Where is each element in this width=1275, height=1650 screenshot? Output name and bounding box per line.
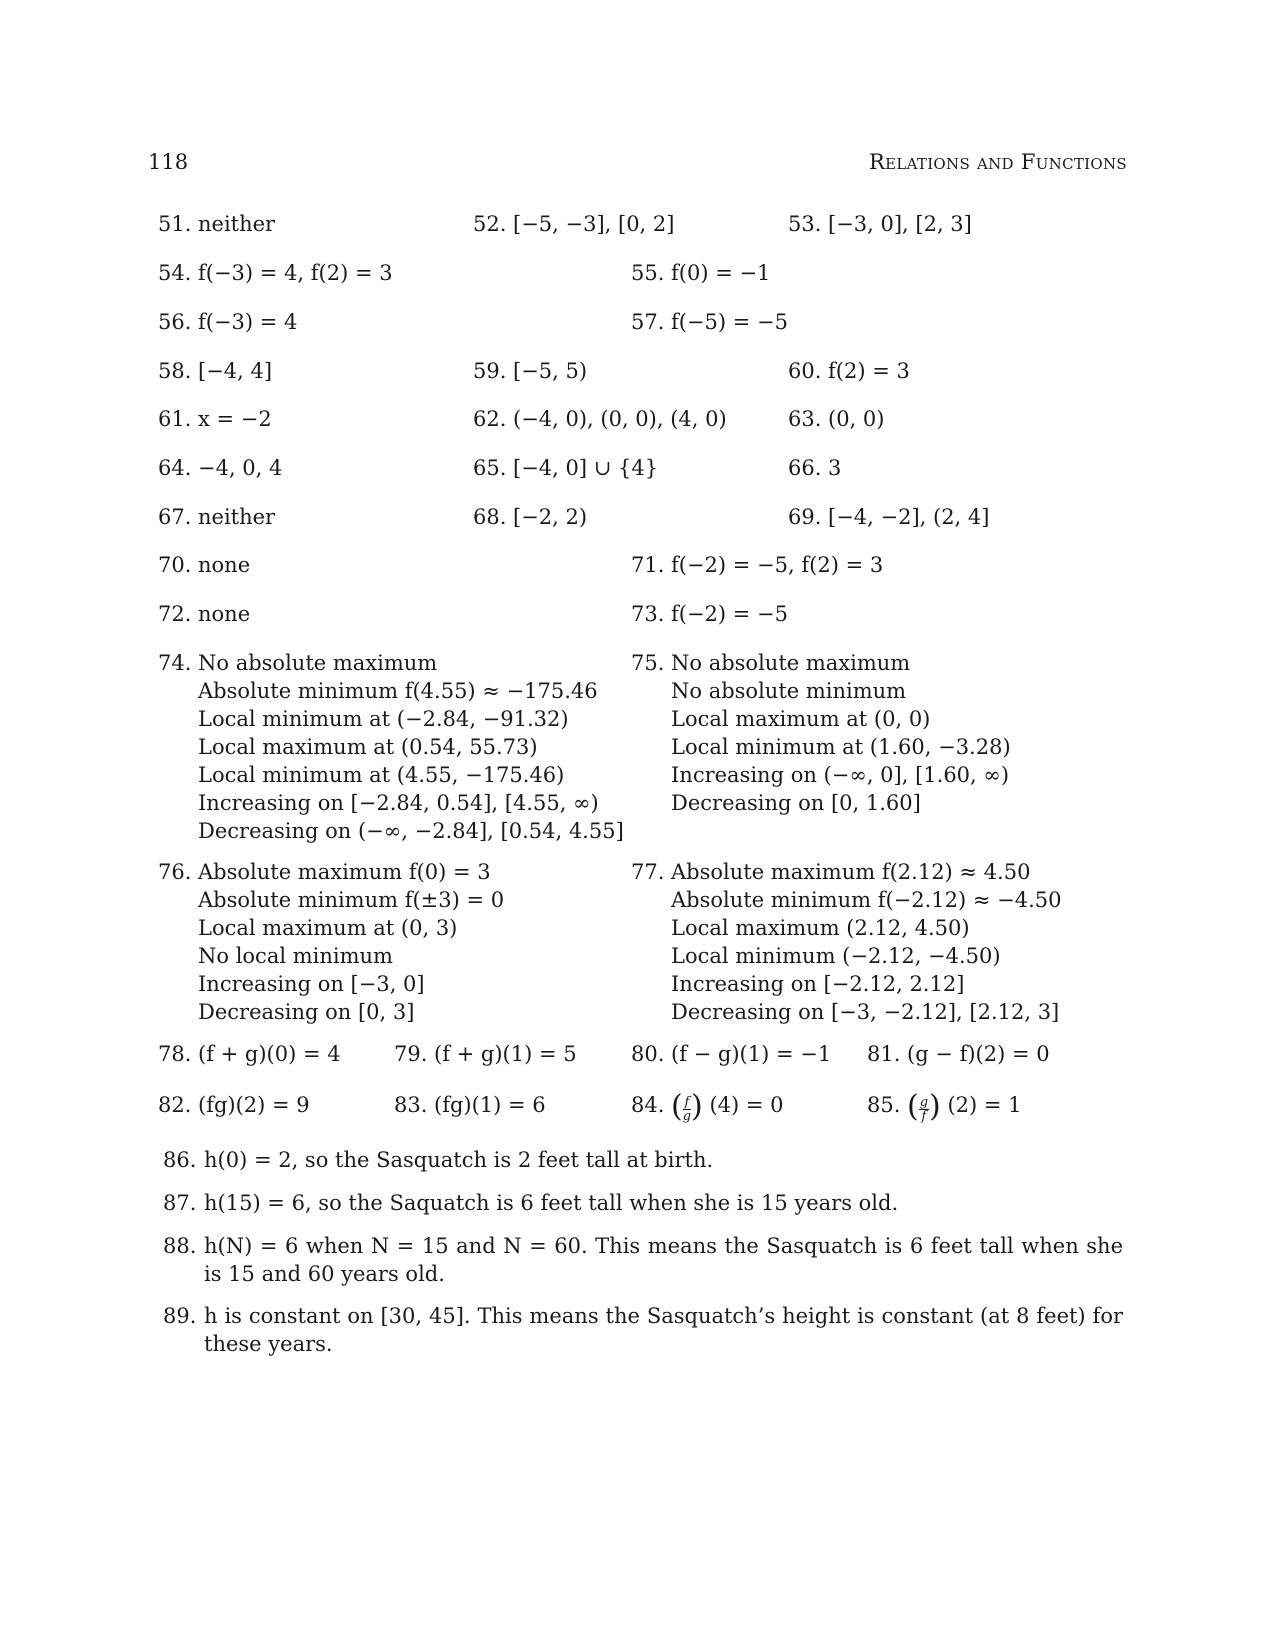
answer-78: 78. (f + g)(0) = 4 — [158, 1042, 341, 1066]
answer-81: 81. (g − f)(2) = 0 — [867, 1042, 1050, 1066]
answer-74: 74. No absolute maximum Absolute minimum f(4.55) ≈ −175.46 Local minimum at (−2.84, −91.32) Local maximum at (0.54, 55.73) Local minimum at (4.55, −175.46) Increasing on [−2.84, 0.54], [4.55, ∞) Decreasing on (−∞, −2.84], [0.54, 4.55] — [158, 651, 624, 843]
answer-53: 53. [−3, 0], [2, 3] — [788, 212, 972, 236]
answer-71: 71. f(−2) = −5, f(2) = 3 — [631, 553, 884, 577]
answer-73: 73. f(−2) = −5 — [631, 602, 789, 626]
answer-82: 82. (fg)(2) = 9 — [158, 1093, 310, 1117]
answer-54: 54. f(−3) = 4, f(2) = 3 — [158, 261, 393, 285]
answer-55: 55. f(0) = −1 — [631, 261, 771, 285]
answer-79: 79. (f + g)(1) = 5 — [394, 1042, 577, 1066]
answer-80: 80. (f − g)(1) = −1 — [631, 1042, 832, 1066]
answer-63: 63. (0, 0) — [788, 407, 885, 431]
answer-70: 70. none — [158, 553, 251, 577]
fraction: $\frac{g}{f}$ — [919, 1095, 929, 1124]
answer-66: 66. 3 — [788, 456, 842, 480]
answer-51: 51. neither — [158, 212, 276, 236]
answer-64: 64. −4, 0, 4 — [158, 456, 283, 480]
answer-59: 59. [−5, 5) — [473, 359, 588, 383]
answer-68: 68. [−2, 2) — [473, 505, 588, 529]
answer-69: 69. [−4, −2], (2, 4] — [788, 505, 990, 529]
answer-65: 65. [−4, 0] ∪ {4} — [473, 456, 659, 480]
answer-87: 87. h(15) = 6, so the Saquatch is 6 feet tall when she is 15 years old. — [163, 1191, 899, 1215]
answer-85: 85. ( $\frac{g}{f}$ ) (2) = 1 — [867, 1089, 1022, 1124]
answer-72: 72. none — [158, 602, 251, 626]
page-number: 118 — [148, 150, 189, 174]
answer-56: 56. f(−3) = 4 — [158, 310, 298, 334]
answer-88: 88. h(N) = 6 when N = 15 and N = 60. This means the Sasquatch is 6 feet tall when she is 15 and 60 years old. — [163, 1234, 1123, 1286]
answer-86: 86. h(0) = 2, so the Sasquatch is 2 feet tall at birth. — [163, 1148, 714, 1172]
answer-61: 61. x = −2 — [158, 407, 272, 431]
answer-84: 84. ( $\frac{f}{g}$ ) (4) = 0 — [631, 1089, 784, 1124]
answer-58: 58. [−4, 4] — [158, 359, 273, 383]
answer-60: 60. f(2) = 3 — [788, 359, 910, 383]
answer-75: 75. No absolute maximum No absolute minimum Local maximum at (0, 0) Local minimum at (1.60, −3.28) Increasing on (−∞, 0], [1.60, ∞) Decreasing on [0, 1.60] — [631, 651, 1011, 815]
answer-76: 76. Absolute maximum f(0) = 3 Absolute minimum f(±3) = 0 Local maximum at (0, 3) No local minimum Increasing on [−3, 0] Decreasing on [0, 3] — [158, 860, 505, 1024]
running-title: Relations and Functions — [868, 150, 1127, 174]
answer-89: 89. h is constant on [30, 45]. This means the Sasquatch’s height is constant (at 8 feet) for these years. — [163, 1304, 1123, 1356]
answer-62: 62. (−4, 0), (0, 0), (4, 0) — [473, 407, 727, 431]
answer-57: 57. f(−5) = −5 — [631, 310, 789, 334]
answer-77: 77. Absolute maximum f(2.12) ≈ 4.50 Absolute minimum f(−2.12) ≈ −4.50 Local maximum (2.12, 4.50) Local minimum (−2.12, −4.50) Increasing on [−2.12, 2.12] Decreasing on [−3, −2.12], [2.12, 3] — [631, 860, 1062, 1024]
answer-67: 67. neither — [158, 505, 276, 529]
fraction: $\frac{f}{g}$ — [682, 1095, 692, 1124]
answer-83: 83. (fg)(1) = 6 — [394, 1093, 546, 1117]
answer-52: 52. [−5, −3], [0, 2] — [473, 212, 675, 236]
